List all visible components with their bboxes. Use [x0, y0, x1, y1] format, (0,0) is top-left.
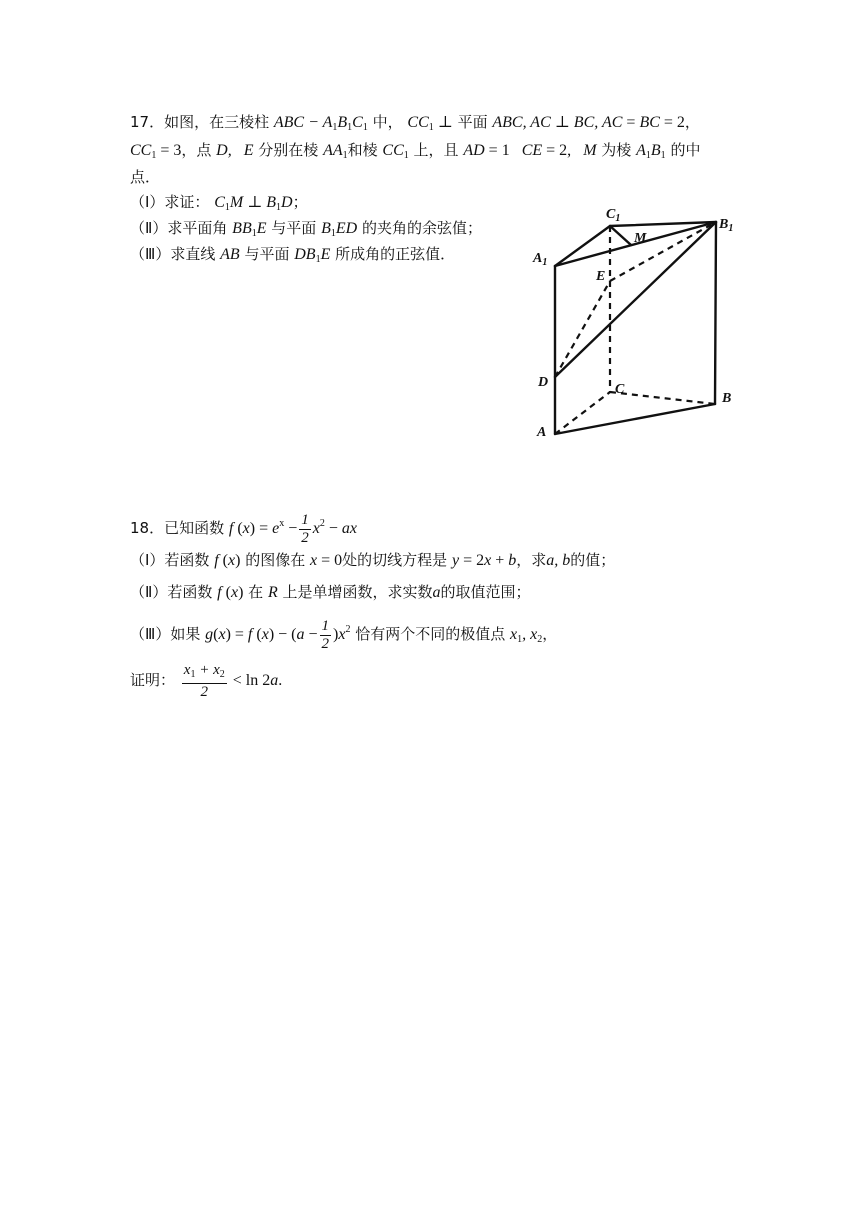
- math-c1m-perp-b1d: $C_1M$ ⊥ $B_1D$: [214, 194, 293, 213]
- q17-text: 的夹角的余弦值；: [361, 219, 482, 237]
- q18-text: 的取值范围；: [440, 583, 531, 601]
- q18-text: （Ⅲ）如果: [130, 625, 201, 644]
- q17-text: 中，: [372, 113, 403, 131]
- q18-text: 在: [248, 583, 264, 601]
- math-tangent: y = 2x + b: [451, 552, 517, 569]
- q17-part-3: [130, 244, 455, 270]
- q18-text: 证明：: [130, 671, 176, 690]
- q17-text: 与平面: [244, 245, 290, 263]
- label-e: E: [596, 269, 606, 284]
- q18-text: （Ⅱ）若函数: [130, 583, 213, 601]
- math-fx: f (x): [217, 584, 244, 601]
- fraction-mean: $\frac{x_1 + x_2}{2}$: [183, 662, 225, 700]
- math-cc1-perp: $CC_1$ ⊥: [407, 114, 453, 133]
- q18-part-2: [130, 582, 531, 603]
- q18-text: 的图像在: [245, 551, 306, 569]
- label-c1: $C_1$: [606, 207, 621, 224]
- q18-part-3: [130, 618, 557, 653]
- fraction-half: $\frac{1}{2}$: [301, 512, 309, 546]
- q17-line-2: [130, 140, 700, 166]
- math-x-eq-0: x = 0: [310, 552, 343, 569]
- label-a1: $A_1$: [533, 251, 548, 268]
- edge-ab: [555, 404, 715, 434]
- q17-text: 分别在棱: [258, 141, 319, 159]
- q18-text: 18．已知函数: [130, 519, 225, 538]
- math-ab-vars: a, b: [546, 552, 571, 569]
- edge-de-hidden: [555, 281, 610, 377]
- math-db1e: $DB_1E$: [294, 246, 331, 265]
- q17-text: 所成角的正弦值．: [335, 245, 456, 263]
- math-ab: AB: [220, 246, 240, 263]
- q18-text: 的值；: [570, 551, 616, 569]
- q17-text: 与平面: [271, 219, 317, 237]
- q17-text: 17．如图，在三棱柱: [130, 113, 270, 131]
- math-g-def: g(x) = f (x) − (a − $\frac{1}{2}$ )$x^2$: [205, 618, 351, 652]
- math-cc1-eq: $CC_1 = 3$: [130, 142, 182, 161]
- q18-line-1: [130, 512, 357, 547]
- q18-text: 上是单增函数，求实数: [282, 583, 433, 601]
- q18-text: （Ⅰ）若函数: [130, 551, 210, 569]
- edge-c1m: [610, 226, 631, 245]
- q18-text: 恰有两个不同的极值点: [355, 625, 506, 644]
- math-a: a: [432, 584, 441, 601]
- math-a1b1: $A_1B_1$: [636, 142, 666, 161]
- label-b1: $B_1$: [719, 217, 734, 234]
- edge-bb1: [715, 222, 716, 404]
- math-points-de: D, E: [216, 142, 254, 159]
- q18-text: ，求: [516, 551, 547, 569]
- math-inequality: $\frac{x_1 + x_2}{2}$ < ln 2a.: [183, 662, 283, 700]
- q17-line-3: [130, 167, 160, 187]
- q17-text: 点．: [130, 168, 161, 186]
- q18-text: ，: [542, 625, 558, 644]
- q17-text: （Ⅰ）求证：: [130, 193, 210, 211]
- q17-line-1: [130, 112, 700, 138]
- q18-part-1: [130, 550, 615, 571]
- math-conditions: ABC, AC ⊥ BC, AC = BC = 2: [492, 114, 685, 131]
- q17-text: 的中: [670, 141, 701, 159]
- label-a: A: [537, 425, 547, 440]
- math-fx: f (x): [214, 552, 241, 569]
- q17-part-2: [130, 218, 482, 244]
- q17-text: （Ⅲ）求直线: [130, 245, 216, 263]
- q17-text: ，点: [181, 141, 212, 159]
- prism-figure: [520, 198, 760, 443]
- label-c: C: [615, 382, 625, 397]
- math-bb1e: $BB_1E$: [232, 220, 267, 239]
- fraction-half: $\frac{1}{2}$: [321, 618, 330, 652]
- q17-part-1: [130, 192, 308, 218]
- q17-text: 和棱: [347, 141, 378, 159]
- math-ad-ce: AD = 1 CE = 2, M: [463, 142, 597, 159]
- math-b1ed: $B_1ED$: [321, 220, 358, 239]
- q17-text: （Ⅱ）求平面角: [130, 219, 228, 237]
- q18-text: 处的切线方程是: [342, 551, 448, 569]
- edge-a1c1: [555, 226, 610, 266]
- edge-cb-hidden: [610, 392, 715, 404]
- q17-text: 平面: [457, 113, 488, 131]
- math-prism: ABC − $A_1B_1C_1$: [273, 114, 368, 133]
- math-f-def: f $(x) = e^x$ − $\frac{1}{2}$ $x^2$ − ax: [228, 512, 358, 546]
- q17-text: ，: [684, 113, 700, 131]
- q18-proof: [130, 662, 282, 701]
- math-cc1: $CC_1$: [382, 142, 409, 161]
- math-x1-x2: $x_1$, $x_2$: [510, 626, 543, 646]
- math-r: R: [267, 584, 278, 601]
- q17-text: ；: [292, 193, 308, 211]
- math-aa1: $AA_1$: [323, 142, 348, 161]
- q17-text: 上，且: [413, 141, 459, 159]
- label-m: M: [634, 231, 647, 246]
- label-b: B: [722, 391, 732, 406]
- label-d: D: [538, 375, 549, 390]
- q17-text: 为棱: [601, 141, 632, 159]
